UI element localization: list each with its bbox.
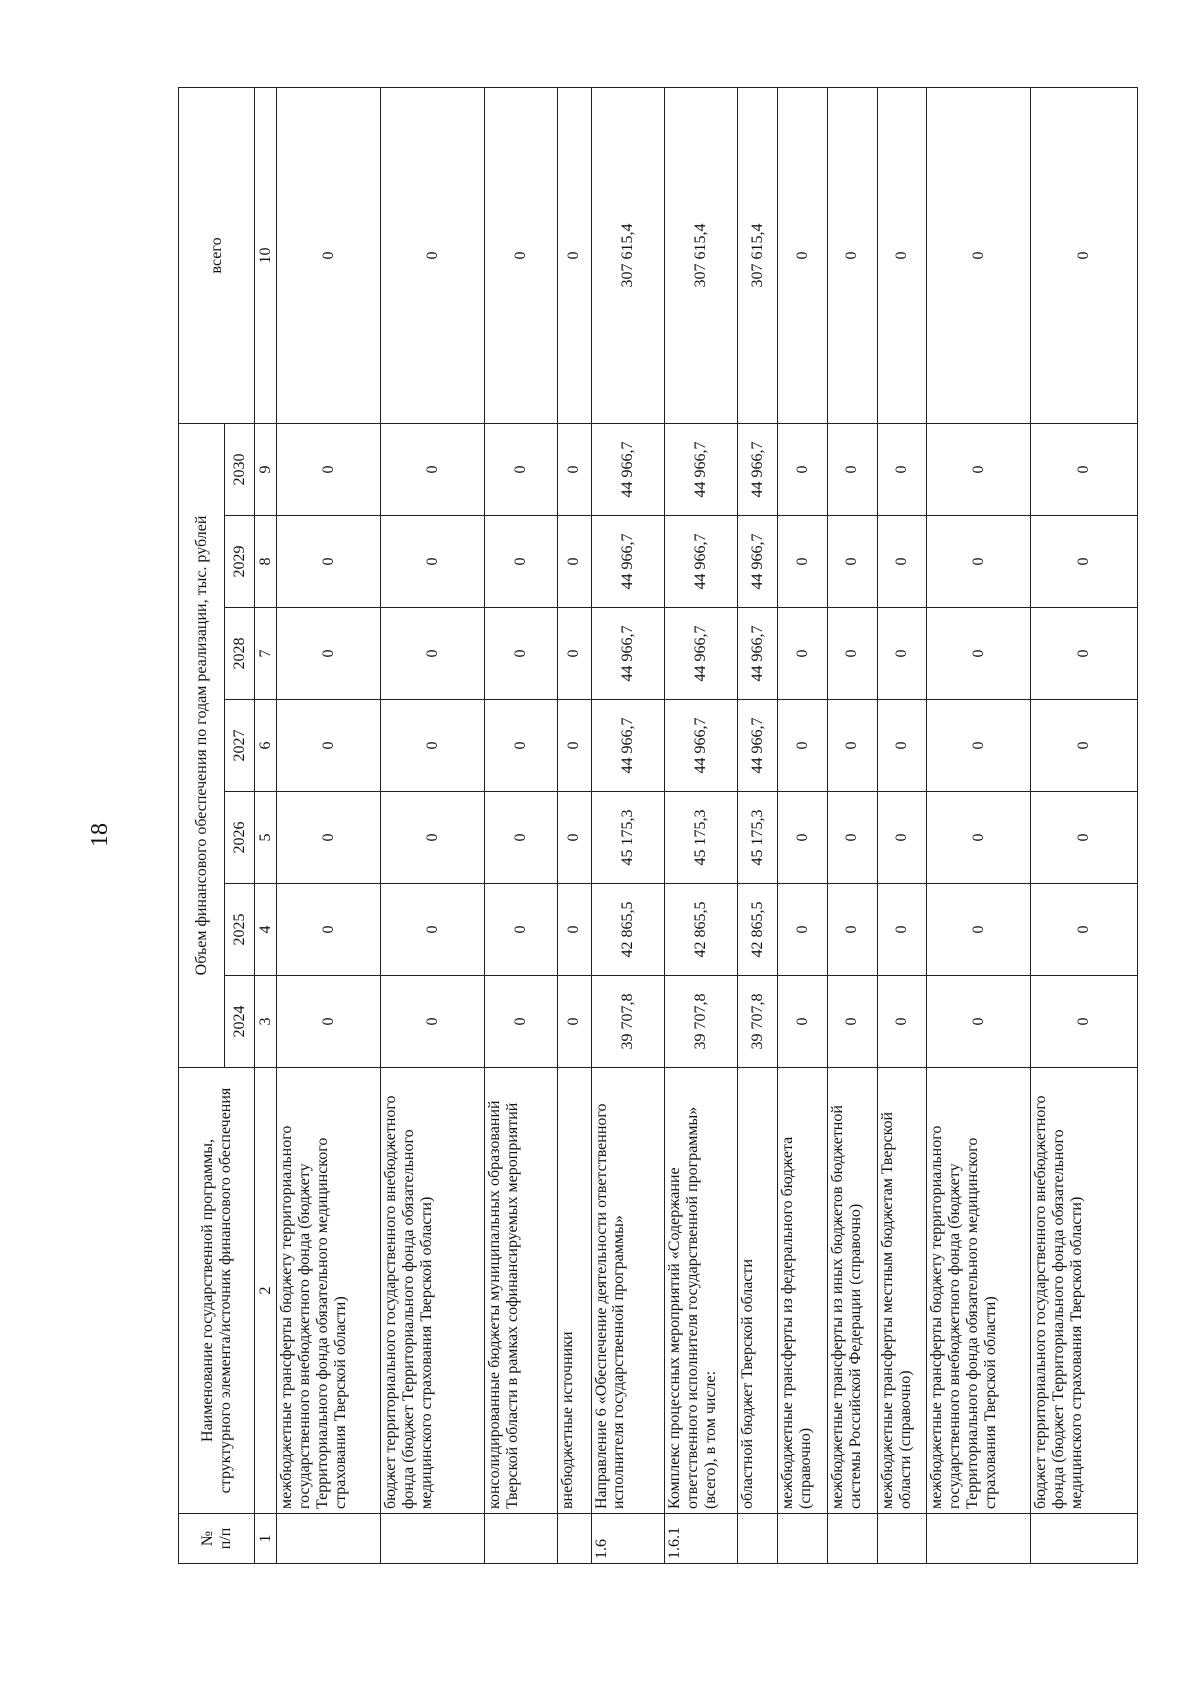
row-year-value: 0 [1031, 423, 1138, 515]
row-year-value: 0 [277, 884, 381, 976]
table-row [381, 87, 485, 1563]
column-number: 4 [255, 884, 277, 976]
row-year-value: 42 865,5 [738, 884, 778, 976]
row-year-value: 0 [877, 423, 927, 515]
column-number: 9 [255, 423, 277, 515]
row-total: 0 [485, 87, 558, 423]
row-year-value: 0 [927, 516, 1031, 608]
column-number: 3 [255, 976, 277, 1068]
row-name: бюджет территориального государственного внебюджетного фонда (бюджет Территориального фонда обязательного медицинского страхования Тверской области) [1031, 1068, 1138, 1514]
header-year: 2030 [225, 423, 255, 515]
row-year-value: 0 [927, 792, 1031, 884]
row-year-value: 0 [877, 516, 927, 608]
column-number: 7 [255, 608, 277, 700]
row-year-value: 0 [485, 608, 558, 700]
row-name: бюджет территориального государственного внебюджетного фонда (бюджет Территориального фонда обязательного медицинского страхования Тверской области) [381, 1068, 485, 1514]
table-row [738, 87, 778, 1563]
header-name [179, 1068, 255, 1514]
row-name: межбюджетные трансферты бюджету территориального государственного внебюджетного фонда (бюджету Территориального фонда обязательного медицинского страхования Тверской области) [927, 1068, 1031, 1514]
table-row [1031, 87, 1138, 1563]
row-total: 0 [1031, 87, 1138, 423]
row-number [927, 1514, 1031, 1564]
row-name: консолидированные бюджеты муниципальных образований Тверской области в рамках софинансируемых мероприятий [485, 1068, 558, 1514]
table-row [591, 87, 664, 1563]
row-year-value: 0 [1031, 700, 1138, 792]
row-year-value: 0 [277, 516, 381, 608]
table-row [558, 87, 591, 1563]
row-year-value: 42 865,5 [664, 884, 737, 976]
row-year-value: 0 [381, 608, 485, 700]
row-year-value: 0 [877, 976, 927, 1068]
header-years-group: Объем финансового обеспечения по годам реализации, тыс. рублей [179, 423, 225, 1067]
row-year-value: 0 [927, 976, 1031, 1068]
row-year-value: 0 [277, 792, 381, 884]
row-name: внебюджетные источники [558, 1068, 591, 1514]
row-year-value: 0 [1031, 884, 1138, 976]
row-year-value: 44 966,7 [591, 516, 664, 608]
row-year-value: 0 [558, 884, 591, 976]
row-year-value: 44 966,7 [738, 423, 778, 515]
row-year-value: 0 [277, 423, 381, 515]
row-year-value: 0 [485, 792, 558, 884]
row-year-value: 44 966,7 [591, 700, 664, 792]
row-year-value: 0 [558, 516, 591, 608]
header-year: 2025 [225, 884, 255, 976]
row-year-value: 44 966,7 [738, 608, 778, 700]
row-total: 307 615,4 [591, 87, 664, 423]
row-year-value: 0 [485, 516, 558, 608]
row-year-value: 0 [877, 608, 927, 700]
header-num [179, 1514, 255, 1564]
row-year-value: 0 [558, 700, 591, 792]
row-year-value: 0 [927, 700, 1031, 792]
row-number [877, 1514, 927, 1564]
row-year-value: 44 966,7 [664, 608, 737, 700]
header-num-line2: п/п [216, 1527, 234, 1550]
row-total: 0 [381, 87, 485, 423]
row-total: 0 [877, 87, 927, 423]
row-total: 307 615,4 [664, 87, 737, 423]
financing-table [178, 87, 1138, 1564]
row-number [738, 1514, 778, 1564]
row-year-value: 44 966,7 [738, 516, 778, 608]
row-total: 0 [927, 87, 1031, 423]
row-year-value: 0 [778, 516, 828, 608]
row-year-value: 0 [558, 423, 591, 515]
header-year: 2027 [225, 700, 255, 792]
row-year-value: 0 [927, 608, 1031, 700]
row-year-value: 0 [877, 884, 927, 976]
row-year-value: 0 [778, 792, 828, 884]
header-name-line2: структурного элемента/источник финансового обеспечения [216, 1087, 234, 1494]
row-total: 0 [277, 87, 381, 423]
row-name: межбюджетные трансферты местным бюджетам Тверской области (справочно) [877, 1068, 927, 1514]
row-name: Комплекс процессных мероприятий «Содержание ответственного исполнителя государственной программы» (всего), в том числе: [664, 1068, 737, 1514]
row-year-value: 0 [381, 976, 485, 1068]
row-year-value: 0 [927, 423, 1031, 515]
table-body [277, 87, 1138, 1563]
header-year: 2028 [225, 608, 255, 700]
table-row [778, 87, 828, 1563]
row-year-value: 0 [485, 700, 558, 792]
row-name: межбюджетные трансферты из иных бюджетов бюджетной системы Российской Федерации (справочно) [828, 1068, 878, 1514]
table-row [828, 87, 878, 1563]
row-name: межбюджетные трансферты из федерального бюджета (справочно) [778, 1068, 828, 1514]
row-year-value: 0 [485, 884, 558, 976]
row-year-value: 0 [381, 700, 485, 792]
table-row [664, 87, 737, 1563]
column-number: 6 [255, 700, 277, 792]
row-year-value: 0 [778, 976, 828, 1068]
row-year-value: 0 [1031, 516, 1138, 608]
row-total: 0 [778, 87, 828, 423]
row-number: 1.6 [591, 1514, 664, 1564]
column-number: 8 [255, 516, 277, 608]
row-year-value: 0 [485, 976, 558, 1068]
header-name-line1: Наименование государственной программы, [198, 1139, 216, 1442]
table-row [877, 87, 927, 1563]
row-total: 307 615,4 [738, 87, 778, 423]
row-year-value: 0 [828, 976, 878, 1068]
row-number [1031, 1514, 1138, 1564]
row-year-value: 0 [381, 423, 485, 515]
row-number [778, 1514, 828, 1564]
header-year: 2029 [225, 516, 255, 608]
row-year-value: 0 [778, 884, 828, 976]
row-total: 0 [558, 87, 591, 423]
row-number [277, 1514, 381, 1564]
row-number [381, 1514, 485, 1564]
row-year-value: 0 [1031, 608, 1138, 700]
row-year-value: 0 [778, 608, 828, 700]
row-year-value: 0 [828, 792, 878, 884]
row-year-value: 0 [558, 976, 591, 1068]
row-year-value: 0 [558, 608, 591, 700]
row-name: межбюджетные трансферты бюджету территориального государственного внебюджетного фонда (бюджету Территориального фонда обязательного медицинского страхования Тверской области) [277, 1068, 381, 1514]
header-total: всего [179, 87, 255, 423]
row-year-value: 0 [828, 608, 878, 700]
table-row [277, 87, 381, 1563]
row-number [485, 1514, 558, 1564]
header-num-line1: № [198, 1530, 216, 1547]
row-year-value: 0 [381, 792, 485, 884]
row-number: 1.6.1 [664, 1514, 737, 1564]
row-year-value: 0 [877, 792, 927, 884]
row-year-value: 0 [277, 608, 381, 700]
row-year-value: 45 175,3 [591, 792, 664, 884]
row-year-value: 0 [277, 700, 381, 792]
row-year-value: 0 [485, 423, 558, 515]
row-year-value: 0 [381, 884, 485, 976]
row-year-value: 0 [1031, 976, 1138, 1068]
row-name: Направление 6 «Обеспечение деятельности ответственного исполнителя государственной программы» [591, 1068, 664, 1514]
table-row [485, 87, 558, 1563]
row-number [558, 1514, 591, 1564]
row-year-value: 39 707,8 [738, 976, 778, 1068]
page-number: 18 [87, 823, 113, 847]
row-year-value: 0 [778, 423, 828, 515]
table-row [927, 87, 1031, 1563]
row-number [828, 1514, 878, 1564]
column-number: 2 [255, 1068, 277, 1514]
row-total: 0 [828, 87, 878, 423]
row-year-value: 0 [828, 700, 878, 792]
row-year-value: 44 966,7 [664, 700, 737, 792]
column-number: 5 [255, 792, 277, 884]
row-year-value: 0 [381, 516, 485, 608]
financing-table-frame [178, 88, 1138, 1564]
row-year-value: 45 175,3 [738, 792, 778, 884]
row-year-value: 44 966,7 [591, 423, 664, 515]
row-year-value: 44 966,7 [664, 423, 737, 515]
row-year-value: 0 [277, 976, 381, 1068]
row-year-value: 0 [877, 700, 927, 792]
column-number: 10 [255, 87, 277, 423]
row-year-value: 39 707,8 [664, 976, 737, 1068]
header-year: 2026 [225, 792, 255, 884]
row-year-value: 0 [1031, 792, 1138, 884]
row-year-value: 44 966,7 [664, 516, 737, 608]
row-year-value: 44 966,7 [591, 608, 664, 700]
row-year-value: 0 [828, 423, 878, 515]
row-year-value: 0 [927, 884, 1031, 976]
header-year: 2024 [225, 976, 255, 1068]
row-year-value: 0 [778, 700, 828, 792]
row-year-value: 0 [828, 884, 878, 976]
row-name: областной бюджет Тверской области [738, 1068, 778, 1514]
row-year-value: 45 175,3 [664, 792, 737, 884]
row-year-value: 39 707,8 [591, 976, 664, 1068]
row-year-value: 0 [828, 516, 878, 608]
row-year-value: 0 [558, 792, 591, 884]
column-number: 1 [255, 1514, 277, 1564]
row-year-value: 42 865,5 [591, 884, 664, 976]
row-year-value: 44 966,7 [738, 700, 778, 792]
